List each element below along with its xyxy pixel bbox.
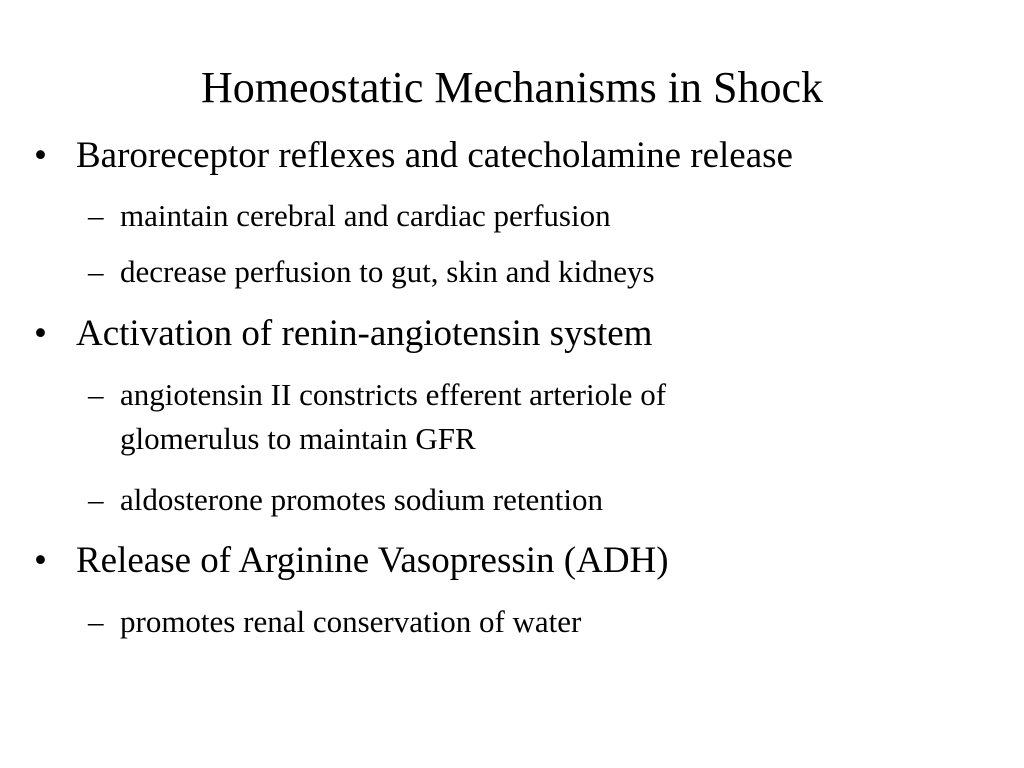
- sub-point-line: promotes renal conservation of water: [120, 604, 582, 639]
- sub-point-text: [120, 600, 581, 644]
- sub-point-line: glomerulus to maintain GFR: [120, 421, 476, 456]
- sub-point-line: angiotensin II constricts efferent arteriole of: [120, 377, 667, 412]
- sub-point-line: aldosterone promotes sodium retention: [120, 482, 603, 517]
- slide-title: Homeostatic Mechanisms in Shock: [200, 63, 823, 112]
- bullet-text: Release of Arginine Vasopressin (ADH): [76, 540, 669, 581]
- bullet-glyph: •: [34, 540, 47, 581]
- dash-glyph: –: [88, 377, 104, 412]
- sub-point-line: maintain cerebral and cardiac perfusion: [120, 198, 611, 233]
- bullet-text: Baroreceptor reflexes and catecholamine release: [76, 135, 793, 176]
- bullet-glyph: •: [34, 313, 47, 354]
- bullet-text: Activation of renin-angiotensin system: [76, 313, 653, 354]
- dash-glyph: –: [88, 254, 104, 289]
- sub-point-text: [120, 478, 603, 522]
- sub-point-text: [120, 194, 611, 238]
- sub-point-text: [120, 373, 666, 461]
- dash-glyph: –: [88, 482, 104, 517]
- sub-point-line: decrease perfusion to gut, skin and kidneys: [120, 254, 655, 289]
- sub-point-text: [120, 250, 655, 294]
- dash-glyph: –: [88, 198, 104, 233]
- dash-glyph: –: [88, 604, 104, 639]
- bullet-glyph: •: [34, 135, 47, 176]
